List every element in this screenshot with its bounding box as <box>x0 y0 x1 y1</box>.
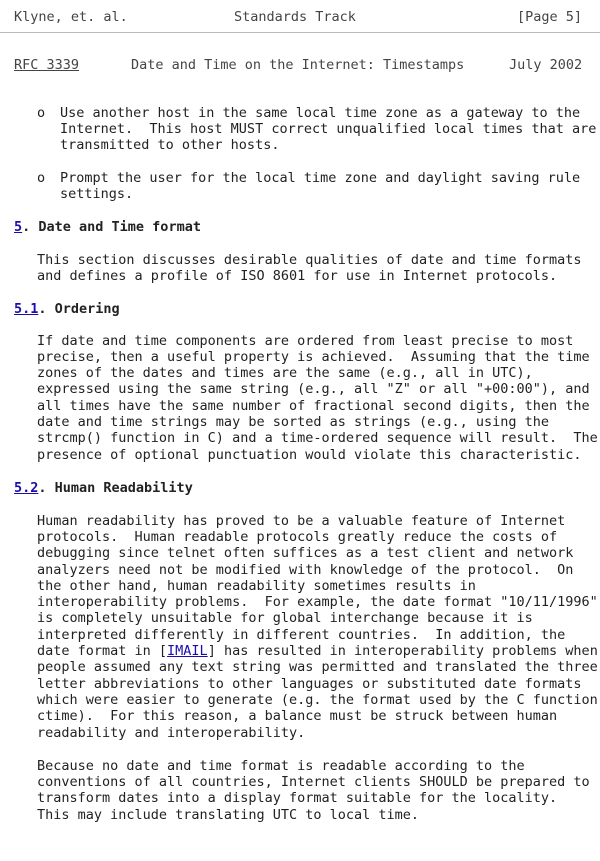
paragraph-line: zones of the dates and times are the same (e.g., all in UTC), <box>37 365 533 381</box>
section-5-2-link[interactable]: 5.2 <box>14 480 39 496</box>
paragraph-line <box>37 643 598 659</box>
rfc-number-link[interactable]: RFC 3339 <box>14 57 80 73</box>
bullet-line: Use another host in the same local time zone as a gateway to the <box>60 105 581 121</box>
bullet-line: Prompt the user for the local time zone and daylight saving rule <box>60 170 581 186</box>
page-divider <box>0 32 600 33</box>
paragraph-line: presence of optional punctuation would violate this characteristic. <box>37 447 582 463</box>
paragraph-line: conventions of all countries, Internet clients SHOULD be prepared to <box>37 774 590 790</box>
paragraph-line: readability and interoperability. <box>37 725 306 741</box>
paragraph-line: date and time strings may be sorted as strings (e.g., using the <box>37 414 550 430</box>
paragraph-line: protocols. Human readable protocols greatly reduce the costs of <box>37 529 558 545</box>
running-header-date: July 2002 <box>509 57 583 73</box>
section-5-link[interactable]: 5 <box>14 219 23 235</box>
page-header-page-number: [Page 5] <box>517 9 583 25</box>
paragraph-line: which were easier to generate (e.g. the format used by the C function <box>37 692 598 708</box>
section-5-1-title: . Ordering <box>38 301 120 317</box>
bullet-marker: o <box>37 170 46 186</box>
paragraph-line: Human readability has proved to be a valuable feature of Internet <box>37 513 566 529</box>
section-5-1-link[interactable]: 5.1 <box>14 301 39 317</box>
paragraph-line: interpreted differently in different countries. In addition, the <box>37 627 566 643</box>
paragraph-line: precise, then a useful property is achieved. Assuming that the time <box>37 349 590 365</box>
imail-line-prefix: date format in [ <box>37 643 168 659</box>
page-header-track: Standards Track <box>234 9 356 25</box>
imail-reference-link[interactable]: IMAIL <box>167 643 208 659</box>
paragraph-line: ctime). For this reason, a balance must be struck between human <box>37 708 558 724</box>
bullet-marker: o <box>37 105 46 121</box>
paragraph-line: all times have the same number of fractional second digits, then the <box>37 398 590 414</box>
section-5-title: . Date and Time format <box>22 219 201 235</box>
section-5-2-title: . Human Readability <box>38 480 193 496</box>
bullet-line: Internet. This host MUST correct unqualified local times that are <box>60 121 597 137</box>
section-5-heading <box>14 219 201 235</box>
paragraph-line: transform dates into a display format suitable for the locality. <box>37 790 558 806</box>
paragraph-line: interoperability problems. For example, the date format "10/11/1996" <box>37 594 598 610</box>
paragraph-line: This may include translating UTC to local time. <box>37 807 420 823</box>
bullet-line: transmitted to other hosts. <box>60 137 280 153</box>
imail-line-suffix: ] has resulted in interoperability problems when <box>207 643 598 659</box>
page-header-author: Klyne, et. al. <box>14 9 128 25</box>
paragraph-line: the other hand, human readability sometimes results in <box>37 578 476 594</box>
paragraph-line: letter abbreviations to other languages or substituted date formats <box>37 676 582 692</box>
section-5-2-heading <box>14 480 193 496</box>
paragraph-line: debugging since telnet often suffices as a test client and network <box>37 545 574 561</box>
paragraph-line: Because no date and time format is readable according to the <box>37 758 525 774</box>
paragraph-line: and defines a profile of ISO 8601 for use in Internet protocols. <box>37 268 558 284</box>
section-5-1-heading <box>14 301 120 317</box>
paragraph-line: is completely unsuitable for global interchange because it is <box>37 610 533 626</box>
paragraph-line: strcmp() function in C) and a time-ordered sequence will result. The <box>37 430 598 446</box>
paragraph-line: analyzers need not be modified with knowledge of the protocol. On <box>37 562 574 578</box>
paragraph-line: This section discusses desirable qualities of date and time formats <box>37 252 582 268</box>
bullet-line: settings. <box>60 186 134 202</box>
running-header-title: Date and Time on the Internet: Timestamps <box>131 57 465 73</box>
paragraph-line: If date and time components are ordered from least precise to most <box>37 333 574 349</box>
paragraph-line: people assumed any text string was permitted and translated the three <box>37 659 598 675</box>
paragraph-line: expressed using the same string (e.g., all "Z" or all "+00:00"), and <box>37 381 590 397</box>
